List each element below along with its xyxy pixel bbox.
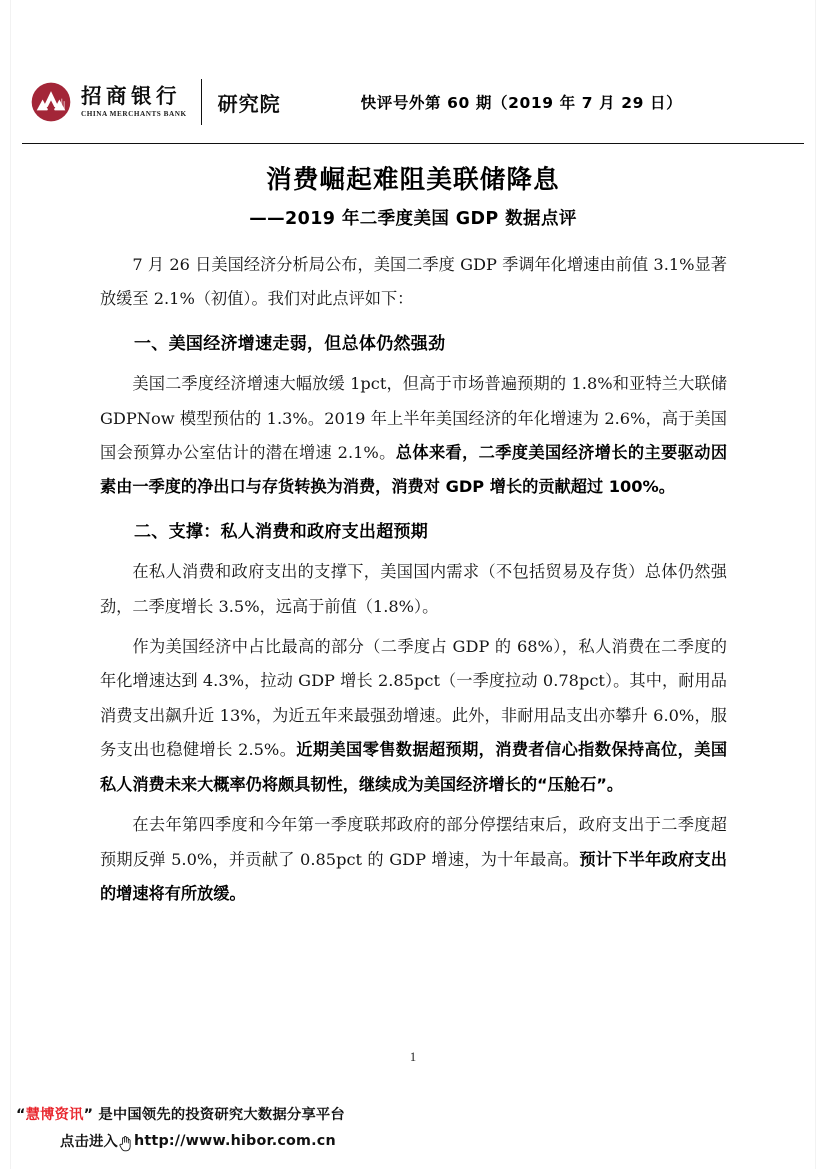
section1-p1-bold: 总体来看，二季度美国经济增长的主要驱动因素由一季度的净出口与存货转换为消费，消费对 GDP 增长的贡献超过 100%。	[100, 443, 728, 497]
page-number: 1	[409, 1050, 417, 1064]
section1-paragraph-1	[100, 367, 727, 505]
section2-p3-normal: 在去年第四季度和今年第一季度联邦政府的部分停摆结束后，政府支出于二季度超预期反弹 5.0%，并贡献了 0.85pct 的 GDP 增速，为十年最高。	[100, 815, 727, 869]
section2-p2-normal: 作为美国经济中占比最高的部分（二季度占 GDP 的 68%），私人消费在二季度的年化增速达到 4.3%，拉动 GDP 增长 2.85pct（一季度拉动 0.78pct）。其中，耐用品消费支出飙升近 13%，为近五年来最强劲增速。此外，非耐用品支出亦攀升 6.0%，服务支出也稳健增长 2.5%。	[100, 637, 727, 760]
research-institute-label: 研究院	[217, 91, 281, 116]
watermark-click-label: 点击进入	[60, 1134, 118, 1150]
watermark-brand: 慧博资讯	[25, 1107, 84, 1123]
spacer	[100, 505, 727, 515]
bank-name-en: CHINA MERCHANTS BANK	[81, 110, 187, 119]
header-divider	[201, 79, 202, 125]
intro-paragraph: 7 月 26 日美国经济分析局公布，美国二季度 GDP 季调年化增速由前值 3.1%显著放缓至 2.1%（初值）。我们对此点评如下：	[100, 255, 727, 309]
watermark-tagline	[16, 1104, 486, 1124]
hand-pointer-icon	[118, 1135, 133, 1152]
watermark-quote-open: “	[16, 1107, 26, 1123]
watermark-url[interactable]: http://www.hibor.com.cn	[134, 1133, 336, 1149]
section-heading-1: 一、美国经济增速走弱，但总体仍然强劲	[134, 333, 446, 354]
watermark-tagline-text: 是中国领先的投资研究大数据分享平台	[93, 1107, 345, 1123]
section2-paragraph-2	[100, 630, 727, 802]
section2-p3-bold: 预计下半年政府支出的增速将有所放缓。	[100, 849, 727, 903]
bank-name-block	[81, 83, 187, 119]
watermark-link-row[interactable]	[16, 1131, 486, 1151]
section1-p1-normal: 美国二季度经济增速大幅放缓 1pct，但高于市场普遍预期的 1.8%和亚特兰大联储 GDPNow 模型预估的 1.3%。2019 年上半年美国经济的年化增速为 2.6%，高于美国国会预算办公室估计的潜在增速 2.1%。	[100, 374, 727, 463]
section-heading-2: 二、支撑：私人消费和政府支出超预期	[134, 521, 429, 542]
cmb-mountain-logo-icon	[30, 81, 72, 123]
page-title: 消费崛起难阻美联储降息	[266, 165, 560, 195]
section2-paragraph-1: 在私人消费和政府支出的支撑下，美国国内需求（不包括贸易及存货）总体仍然强劲，二季度增长 3.5%，远高于前值（1.8%）。	[100, 562, 727, 616]
spacer	[100, 317, 727, 327]
watermark-quote-close: ”	[83, 1107, 94, 1123]
page-subtitle: ——2019 年二季度美国 GDP 数据点评	[249, 209, 577, 229]
bank-name-cn: 招商银行	[81, 83, 181, 108]
section2-p2-bold: 近期美国零售数据超预期，消费者信心指数保持高位，美国私人消费未来大概率仍将颇具韧性，继续成为美国经济增长的“压舱石”。	[100, 740, 728, 794]
bank-brand	[30, 81, 187, 123]
document-body	[100, 248, 727, 911]
issue-line: 快评号外第 60 期（2019 年 7 月 29 日）	[360, 94, 683, 112]
header-rule	[22, 143, 804, 144]
document-header	[30, 74, 796, 130]
footer-watermark	[16, 1104, 486, 1151]
section2-paragraph-3	[100, 808, 727, 911]
